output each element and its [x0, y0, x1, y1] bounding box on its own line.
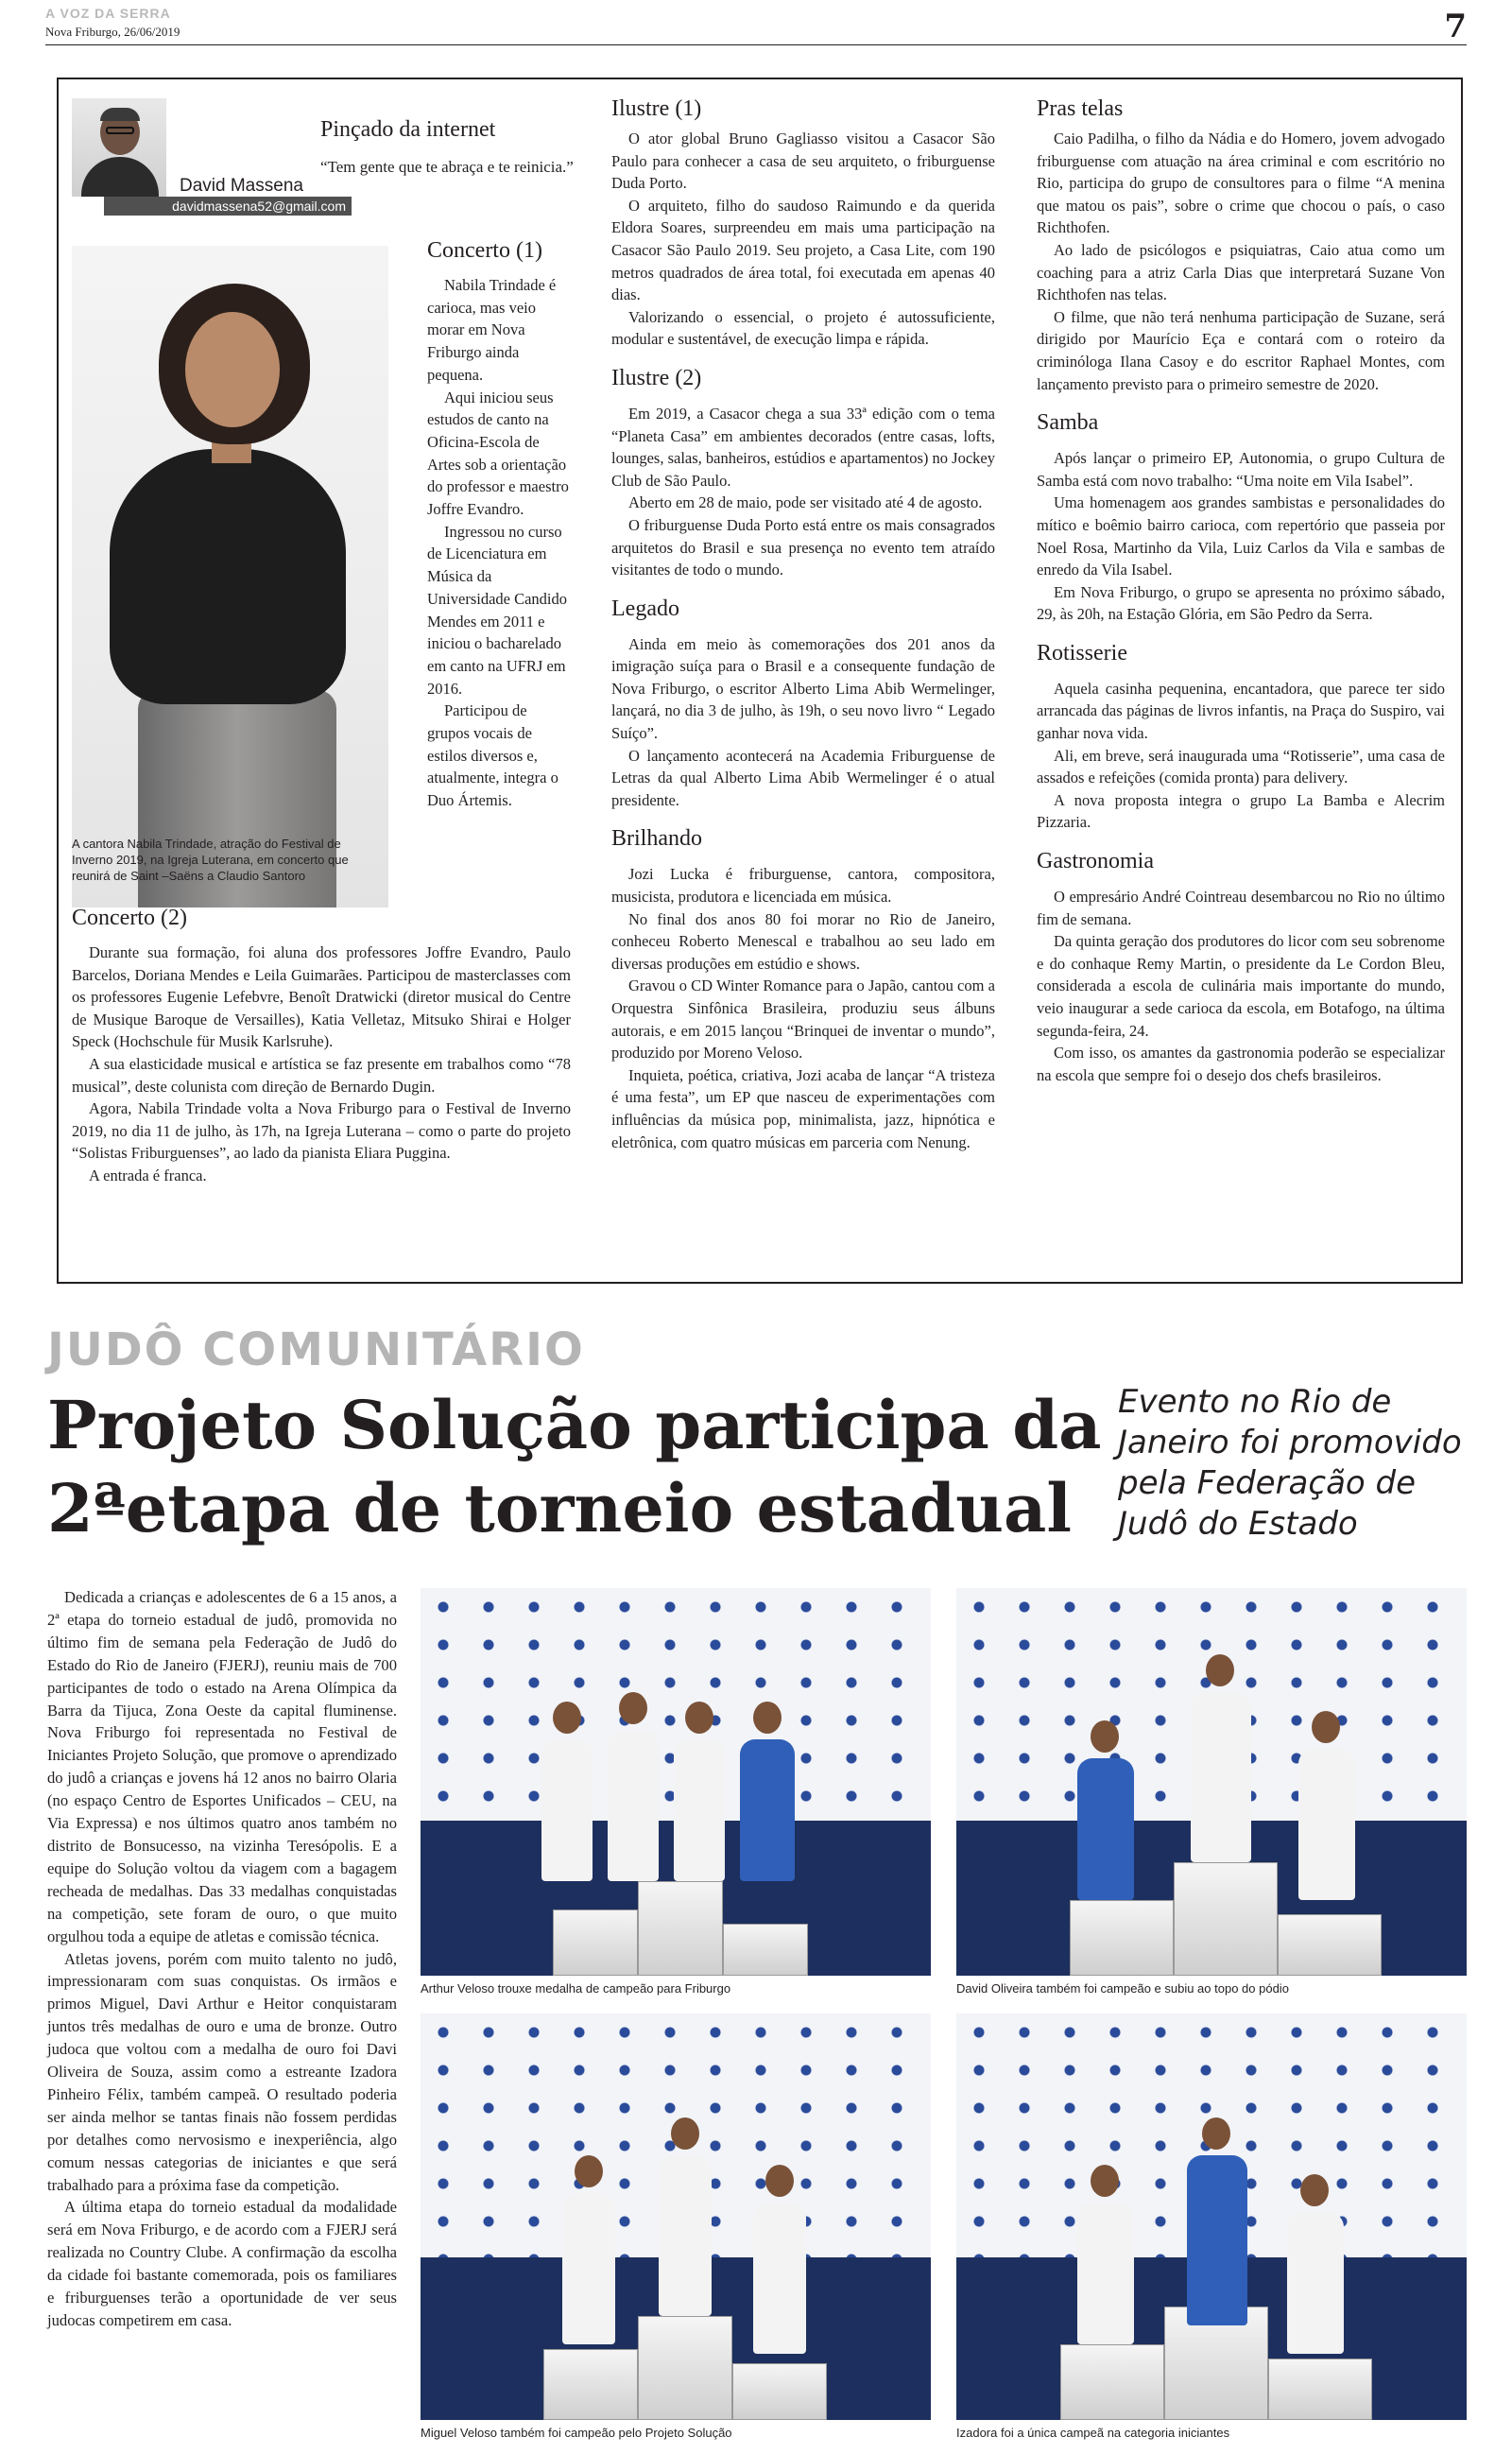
masthead: [45, 6, 1467, 45]
legado-title: Legado: [611, 596, 679, 621]
rotisserie-body: [1037, 678, 1445, 834]
judo-photo-arthur: [421, 1588, 931, 1976]
concerto1-title: Concerto (1): [427, 238, 542, 263]
paragraph: Da quinta geração dos produtores do licor com seu sobrenome e do conhaque Remy Martin, o presidente da Le Cordon Bleu, considerada a escola de culinária mais importante do mundo, veio inaugurar a sede carioca da escola, em Botafogo, na última segunda-feira, 24.: [1037, 932, 1445, 1040]
column-box: [57, 78, 1463, 1284]
judo-deck: Evento no Rio de Janeiro foi promovido pela Federação de Judô do Estado: [1118, 1383, 1462, 1543]
paragraph: Atletas jovens, porém com muito talento no judô, impressionaram com suas conquistas. Os irmãos e primos Miguel, Davi Arthur e Heitor conquistaram juntos três medalhas de ouro e uma de bronze. Outro judoca que voltou com a medalha de ouro foi Davi Oliveira de Souza, assim como a estreante Izadora Pinheiro Félix, também campeã. O resultado poderia ser ainda melhor se tantas finais não fossem perdidas por detalhes como nervosismo e inexperiência, algo comum nessas categorias de iniciantes e que será trabalhado para a próxima fase da competição.: [47, 1949, 397, 2194]
pincado-title: Pinçado da internet: [320, 117, 496, 142]
paragraph: Em Nova Friburgo, o grupo se apresenta no próximo sábado, 29, às 20h, na Estação Glória, em São Pedro da Serra.: [1037, 582, 1445, 624]
paragraph: O friburguense Duda Porto está entre os mais consagrados arquitetos do Brasil e sua presença no evento tem atraído visitantes de todo o mundo.: [611, 515, 995, 579]
paragraph: Ingressou no curso de Licenciatura em Música da Universidade Candido Mendes em 2011 e iniciou o bacharelado em canto na UFRJ em 2016.: [427, 522, 568, 698]
rotisserie-title: Rotisserie: [1037, 640, 1127, 665]
paragraph: No final dos anos 80 foi morar no Rio de Janeiro, conheceu Roberto Menescal e trabalhou ao seu lado em diversas produções em estúdio e shows.: [611, 909, 995, 973]
judo-photo-arthur-caption: Arthur Veloso trouxe medalha de campeão para Friburgo: [421, 1981, 731, 1996]
concerto2-title: Concerto (2): [72, 906, 187, 930]
paragraph: Participou de grupos vocais de estilos diversos e, atualmente, integra o Duo Ártemis.: [427, 701, 558, 810]
judo-body: [47, 1586, 397, 2332]
judo-photo-izadora-caption: Izadora foi a única campeã na categoria iniciantes: [956, 2426, 1230, 2440]
paragraph: Ao lado de psicólogos e psiquiatras, Caio atua como um coaching para a atriz Carla Dias que interpretará Suzane Von Richthofen nas telas.: [1037, 240, 1445, 304]
paragraph: O ator global Bruno Gagliasso visitou a Casacor São Paulo para conhecer a casa de seu arquiteto, o friburguense Duda Porto.: [611, 130, 995, 193]
ilustre1-body: [611, 128, 995, 351]
paragraph: A última etapa do torneio estadual da modalidade será em Nova Friburgo, e de acordo com a FJERJ será realizada no Country Clube. A confirmação da escolha da cidade foi bastante comemorada, pois os familiares e friburguenses terão a oportunidade de ver seus judocas competirem em casa.: [47, 2198, 397, 2329]
author-name: David Massena: [180, 176, 303, 196]
paragraph: O empresário André Cointreau desembarcou no Rio no último fim de semana.: [1037, 888, 1445, 928]
singer-photo: [72, 246, 388, 907]
paragraph: Com isso, os amantes da gastronomia poderão se especializar na escola que sempre foi o desejo dos chefs brasileiros.: [1037, 1044, 1445, 1084]
paragraph: Durante sua formação, foi aluna dos professores Joffre Evandro, Paulo Barcelos, Doriana Mendes e Leila Guimarães. Participou de masterclasses com os professores Eugenie Lefebvre, Benoît Dratwicki (diretor musical do Centre de Musique Baroque de Versailles), Katia Velletaz, Mitsuko Shirai e Holger Speck (Hochschule für Musik Karlsruhe).: [72, 943, 571, 1051]
paragraph: Em 2019, a Casacor chega a sua 33ª edição com o tema “Planeta Casa” em ambientes decorados (entre casas, lofts, lounges, salas, banheiros, estúdios e apartamentos) no Jockey Club de São Paulo.: [611, 404, 995, 490]
judo-kicker: JUDÔ COMUNITÁRIO: [47, 1323, 585, 1376]
concerto1-body: [427, 274, 569, 812]
judo-photo-david: [956, 1588, 1467, 1976]
concerto2-body: [72, 942, 571, 1187]
paragraph: A nova proposta integra o grupo La Bamba e Alecrim Pizzaria.: [1037, 790, 1445, 832]
paragraph: Aqui iniciou seus estudos de canto na Oficina-Escola de Artes sob a orientação do professor e maestro Joffre Evandro.: [427, 388, 569, 519]
gastronomia-body: [1037, 886, 1445, 1086]
paragraph: O arquiteto, filho do saudoso Raimundo e da querida Eldora Soares, surpreendeu em mais uma participação na Casacor São Paulo 2019. Seu projeto, a Casa Lite, com 190 metros quadrados de área total, foi executada em apenas 40 dias.: [611, 196, 995, 304]
right-column: [1037, 96, 1445, 1086]
paragraph: Após lançar o primeiro EP, Autonomia, o grupo Cultura de Samba está com novo trabalho: “Uma noite em Vila Isabel”.: [1037, 449, 1445, 490]
pras-telas-title: Pras telas: [1037, 96, 1124, 121]
paragraph: Valorizando o essencial, o projeto é autossuficiente, modular e sustentável, de execução limpa e rápida.: [611, 307, 995, 349]
paragraph: Nabila Trindade é carioca, mas veio morar em Nova Friburgo ainda pequena.: [427, 276, 557, 384]
author-email: davidmassena52@gmail.com: [104, 197, 352, 216]
paragraph: Uma homenagem aos grandes sambistas e personalidades do mítico e boêmio bairro carioca, com repertório que passeia por Noel Rosa, Martinho da Vila, Luiz Carlos da Vila e sambas de enredo da Vila Isabel.: [1037, 493, 1445, 579]
paragraph: Caio Padilha, o filho da Nádia e do Homero, jovem advogado friburguense com atuação na área criminal e com escritório no Rio, participa do grupo de consultores para o filme “A menina que matou os pais”, sobre o crime que chocou o país, o caso Richthofen.: [1037, 130, 1445, 237]
paragraph: Dedicada a crianças e adolescentes de 6 a 15 anos, a 2ª etapa do torneio estadual de judô, promovida no último fim de semana pela Federação de Judô do Estado do Rio de Janeiro (FJERJ), reuniu mais de 700 participantes de todo o estado na Arena Olímpica da Barra da Tijuca, Zona Oeste da capital fluminense. Nova Friburgo foi representada no Festival de Iniciantes Projeto Solução, que promove o aprendizado do judô a crianças e jovens há 12 anos no bairro Olaria (no espaço Centro de Esportes Unificados – CEU, na Via Expressa) e nos últimos quatro anos também no distrito de Bonsucesso, na vizinha Teresópolis. E a equipe do Solução voltou da viagem com a bagagem recheada de medalhas. Das 33 medalhas conquistadas na competição, sete foram de ouro, o que muito orgulhou toda a equipe de atletas e comissão técnica.: [47, 1588, 397, 1945]
paragraph: Ainda em meio às comemorações dos 201 anos da imigração suíça para o Brasil e a consequente fundação de Nova Friburgo, o escritor Alberto Lima Abib Wermelinger, lançará, no dia 3 de julho, às 19h, o seu novo livro “ Legado Suíço”.: [611, 634, 995, 743]
paragraph: Jozi Lucka é friburguense, cantora, compositora, musicista, produtora e licenciada em música.: [611, 865, 995, 907]
judo-headline: Projeto Solução participa da 2ªetapa de torneio estadual: [47, 1386, 1102, 1547]
paragraph: Aquela casinha pequenina, encantadora, que parece ter sido arrancada das páginas de livros infantis, na Praça do Suspiro, vai ganhar nova vida.: [1037, 679, 1445, 743]
ilustre2-body: [611, 403, 995, 581]
paragraph: A entrada é franca.: [89, 1166, 207, 1184]
paragraph: Inquieta, poética, criativa, Jozi acaba de lançar “A tristeza é uma festa”, um EP que nasceu de experimentações com influências da música pop, minimalista, jazz, hipnótica e eletrônica, com quatro músicas em parceria com Nenung.: [611, 1065, 995, 1151]
ilustre2-title: Ilustre (2): [611, 365, 702, 390]
gastronomia-title: Gastronomia: [1037, 849, 1154, 874]
judo-photo-izadora: [956, 2013, 1467, 2420]
author-avatar: [72, 98, 166, 197]
judo-photo-miguel-caption: Miguel Veloso também foi campeão pelo Projeto Solução: [421, 2426, 732, 2440]
place-date: Nova Friburgo, 26/06/2019: [45, 25, 180, 39]
brilhando-title: Brilhando: [611, 826, 702, 852]
brilhando-body: [611, 863, 995, 1153]
paragraph: Ali, em breve, será inaugurada uma “Rotisserie”, uma casa de assados e refeições (comida pronta) para delivery.: [1037, 746, 1445, 787]
judo-photo-david-caption: David Oliveira também foi campeão e subiu ao topo do pódio: [956, 1981, 1289, 1996]
legado-body: [611, 633, 995, 812]
singer-photo-caption: A cantora Nabila Trindade, atração do Festival de Inverno 2019, na Igreja Luterana, em concerto que reunirá de Saint –Saëns a Claudio Santoro: [72, 837, 349, 883]
paragraph: O filme, que não terá nenhuma participação de Suzane, será dirigido por Maurício Eça e contará com o roteiro da criminóloga Ilana Casoy e do escritor Raphael Montes, com lançamento previsto para o primeiro semestre de 2020.: [1037, 307, 1445, 393]
page-number: 7: [1444, 8, 1467, 45]
paper-name: A VOZ DA SERRA: [45, 6, 171, 21]
paragraph: Agora, Nabila Trindade volta a Nova Friburgo para o Festival de Inverno 2019, no dia 11 de julho, às 17h, na Igreja Luterana – como o parte do projeto “Solistas Friburguenses”, ao lado da pianista Eliara Puggina.: [72, 1099, 571, 1163]
samba-title: Samba: [1037, 410, 1099, 436]
paragraph: O lançamento acontecerá na Academia Friburguense de Letras da qual Alberto Lima Abib Wermelinger é o atual presidente.: [611, 746, 995, 809]
paragraph: Gravou o CD Winter Romance para o Japão, cantou com a Orquestra Sinfônica Brasileira, produziu seus álbuns autorais, e em 2015 lançou “Brinquei de inventar o mundo”, produzido por Moreno Veloso.: [611, 976, 995, 1063]
pras-telas-body: [1037, 128, 1445, 395]
paragraph: Aberto em 28 de maio, pode ser visitado até 4 de agosto.: [628, 493, 983, 512]
middle-column: [611, 96, 995, 1153]
samba-body: [1037, 447, 1445, 626]
judo-photo-miguel: [421, 2013, 931, 2420]
paragraph: A sua elasticidade musical e artística se faz presente em trabalhos como “78 musical”, deste colunista com direção de Bernardo Dugin.: [72, 1054, 571, 1096]
ilustre1-title: Ilustre (1): [611, 96, 702, 121]
pincado-quote: “Tem gente que te abraça e te reinicia.”: [320, 158, 574, 176]
